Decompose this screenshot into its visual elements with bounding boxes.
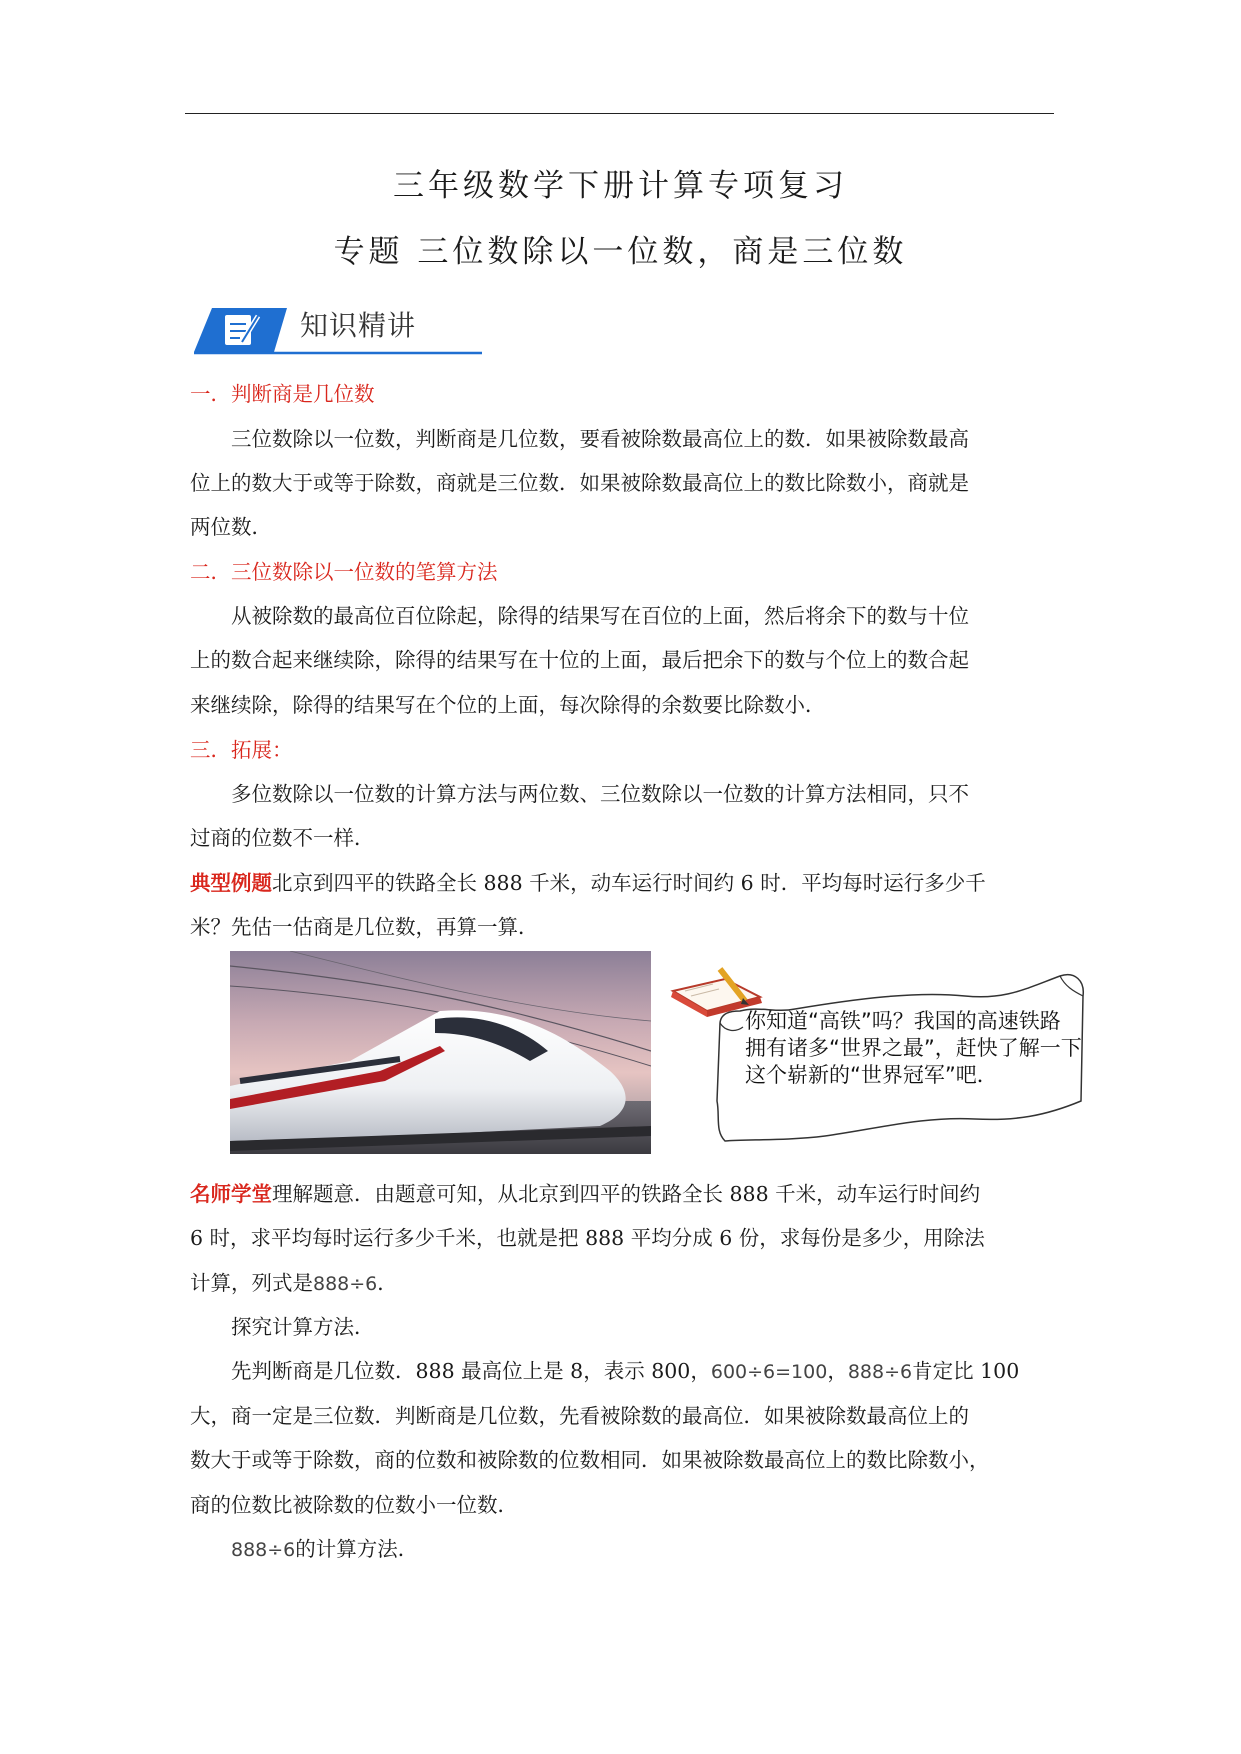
paragraph-2-line-3: 数大于或等于除数，商的位数和被除数的位数相同．如果被除数最高位上的数比除数小，: [190, 1448, 990, 1472]
formula-888-div-6-b: 888÷6: [847, 1361, 913, 1383]
speech-line-3: 这个崭新的“世界冠军”吧．: [745, 1063, 998, 1087]
paragraph-2-line-2: 大，商一定是三位数．判断商是几位数，先看被除数的最高位．如果被除数最高位上的: [190, 1404, 969, 1428]
section-3-line-2: 过商的位数不一样．: [190, 826, 375, 850]
method-line: [190, 1527, 1091, 1572]
formula-600-div-6: 600÷6=100: [710, 1361, 828, 1383]
speech-scroll-text: [745, 1008, 1105, 1089]
teacher-line-2: 6 时，求平均每时运行多少千米，也就是把 888 平均分成 6 份，求每份是多少，用除法: [190, 1226, 985, 1250]
formula-888-div-6-c: 888÷6: [231, 1539, 296, 1561]
p2-text-1b: 肯定比 100: [912, 1359, 1020, 1383]
section-2-line-2: 上的数合起来继续除，除得的结果写在十位的上面，最后把余下的数与个位上的数合起: [190, 648, 969, 672]
paragraph-2-line-4: 商的位数比被除数的位数小一位数．: [190, 1493, 518, 1517]
section-3-line-1: 多位数除以一位数的计算方法与两位数、三位数除以一位数的计算方法相同，只不: [231, 782, 969, 806]
section-1-line-3: 两位数．: [190, 515, 272, 539]
teacher-line-1: [190, 1172, 1050, 1216]
section-1-line-2: 位上的数大于或等于除数，商就是三位数．如果被除数最高位上的数比除数小，商就是: [190, 471, 969, 495]
notepad-pencil-icon: [224, 314, 258, 346]
teacher-text-3b: ．: [377, 1271, 398, 1295]
section-2-line-1: 从被除数的最高位百位除起，除得的结果写在百位的上面，然后将余下的数与十位: [231, 604, 969, 628]
speech-line-2: 拥有诸多“世界之最”，赶快了解一下: [745, 1036, 1082, 1060]
teacher-text-3a: 计算，列式是: [190, 1271, 313, 1295]
paragraph-2-line-1: [190, 1349, 1091, 1394]
example-text-1: 北京到四平的铁路全长 888 千米，动车运行时间约 6 时．平均每时运行多少千: [272, 871, 986, 895]
section-2-heading: 二．三位数除以一位数的笔算方法: [190, 560, 498, 584]
example-line-2: 米？先估一估商是几位数，再算一算．: [190, 915, 539, 939]
page-subtitle: 专题 三位数除以一位数，商是三位数: [333, 234, 908, 270]
section-3-heading: 三．拓展：: [190, 738, 293, 762]
formula-888-div-6: 888÷6: [313, 1273, 378, 1295]
teacher-line-3: [190, 1261, 1050, 1306]
example-label: 典型例题: [190, 871, 272, 895]
section-2-line-3: 来继续除，除得的结果写在个位的上面，每次除得的余数要比除数小．: [190, 693, 826, 717]
teacher-text-1: 理解题意．由题意可知，从北京到四平的铁路全长 888 千米，动车运行时间约: [272, 1182, 981, 1206]
section-1-line-1: 三位数除以一位数，判断商是几位数，要看被除数最高位上的数．如果被除数最高: [231, 427, 969, 451]
header-rule: [185, 113, 1054, 114]
high-speed-train-image: [230, 951, 651, 1154]
teacher-label: 名师学堂: [190, 1182, 272, 1206]
banner-label: 知识精讲: [300, 309, 417, 342]
p2-text-1a: 先判断商是几位数．888 最高位上是 8，表示 800，: [231, 1359, 711, 1383]
method-text: 的计算方法．: [295, 1537, 419, 1561]
page-title: 三年级数学下册计算专项复习: [393, 168, 848, 204]
speech-line-1: 你知道“高铁”吗？我国的高速铁路: [745, 1009, 1061, 1033]
p2-sep: ，: [827, 1359, 848, 1383]
example-line-1: [190, 861, 1050, 905]
explore-line: 探究计算方法．: [231, 1315, 375, 1339]
section-1-heading: 一．判断商是几位数: [190, 382, 375, 406]
